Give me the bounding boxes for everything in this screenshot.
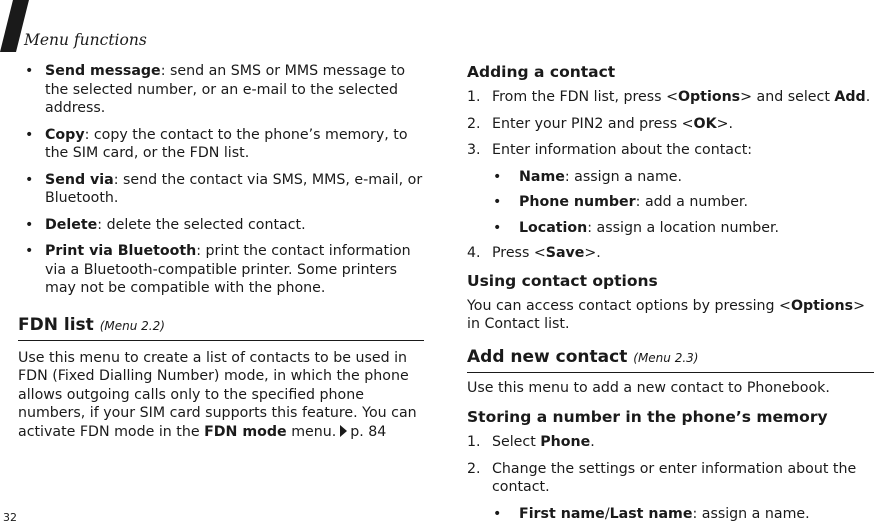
bullet-copy: • Copy: copy the contact to the phone’s memory, to the SIM card, or the FDN list. bbox=[18, 126, 424, 163]
adding-contact-heading: Adding a contact bbox=[467, 63, 616, 81]
sub-bullet-name: • Name: assign a name. bbox=[467, 168, 874, 187]
bullet-send-via: • Send via: send the contact via SMS, MMS, e-mail, or Bluetooth. bbox=[18, 171, 424, 208]
sub-bullet-first-last-name: • First name/Last name: assign a name. bbox=[467, 505, 874, 524]
add-new-contact-heading: Add new contact (Menu 2.3) bbox=[467, 346, 874, 373]
contact-options-description: You can access contact options by pressing <Options> in Contact list. bbox=[467, 297, 865, 332]
adding-step-4: 4. Press <Save>. bbox=[467, 245, 601, 261]
fdn-description: Use this menu to create a list of contacts to be used in FDN (Fixed Dialling Number) mode, in which the phone allows outgoing calls only to the specified phone numbers, if your SIM card supports this feature. You can activate FDN mode in the FDN mode menu. p. 84 bbox=[18, 349, 417, 440]
left-column bbox=[18, 62, 424, 449]
right-column bbox=[467, 62, 874, 530]
sub-bullet-location: • Location: assign a location number. bbox=[467, 219, 874, 238]
add-new-menu-ref: (Menu 2.3) bbox=[633, 350, 699, 365]
adding-step-3: 3. Enter information about the contact: bbox=[467, 142, 753, 158]
bullet-send-message: • Send message: send an SMS or MMS message to the selected number, or an e-mail to the selected address. bbox=[18, 62, 424, 118]
sub-bullet-phone-number: • Phone number: add a number. bbox=[467, 193, 874, 212]
fdn-list-heading: FDN list (Menu 2.2) bbox=[18, 314, 424, 341]
fdn-menu-ref: (Menu 2.2) bbox=[99, 318, 165, 333]
bullet-print-via-bluetooth: • Print via Bluetooth: print the contact information via a Bluetooth-compatible printer. Some printers may not be compatible with the phone. bbox=[18, 242, 424, 298]
bullet-delete: • Delete: delete the selected contact. bbox=[18, 216, 424, 235]
add-new-contact-description: Use this menu to add a new contact to Phonebook. bbox=[467, 379, 830, 396]
storing-number-heading: Storing a number in the phone’s memory bbox=[467, 408, 828, 426]
page-number: 32 bbox=[3, 511, 17, 524]
adding-step-2: 2. Enter your PIN2 and press <OK>. bbox=[467, 115, 733, 132]
contact-options-heading: Using contact options bbox=[467, 271, 658, 290]
arrow-right-icon bbox=[340, 425, 347, 437]
storing-step-1: 1. Select Phone. bbox=[467, 434, 595, 450]
storing-step-2: 2. Change the settings or enter information about the contact. bbox=[467, 460, 857, 495]
adding-step-1: 1. From the FDN list, press <Options> and select Add. bbox=[467, 89, 871, 105]
fdn-page-ref: p. 84 bbox=[350, 423, 387, 440]
page-header-title: Menu functions bbox=[24, 31, 147, 49]
